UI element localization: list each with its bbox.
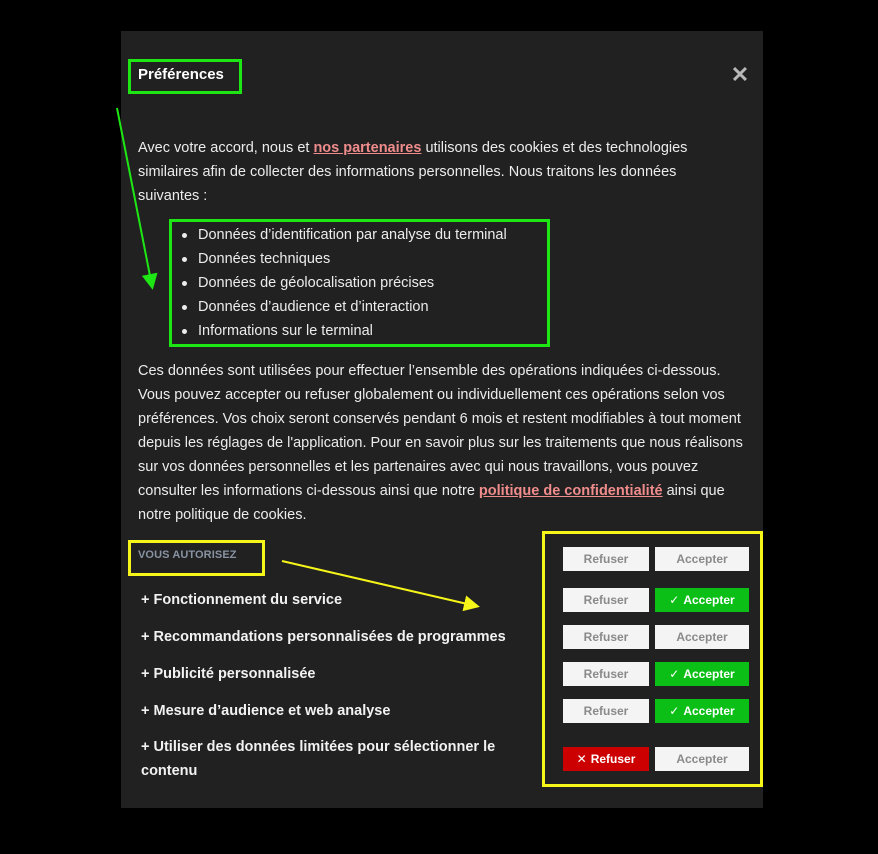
purpose-limited-data-content[interactable]: + Utiliser des données limitées pour sélectionner le contenu bbox=[141, 739, 496, 779]
dialog-title: Préférences bbox=[138, 66, 224, 83]
close-icon[interactable]: ✕ bbox=[730, 62, 750, 87]
accept-label: Accepter bbox=[683, 593, 735, 607]
details-text-after: ainsi que notre politique de cookies. bbox=[138, 483, 725, 523]
list-item: Données d’audience et d’interaction bbox=[180, 295, 540, 319]
intro-text-before: Avec votre accord, nous et bbox=[138, 140, 314, 156]
refuse-label: Refuser bbox=[583, 630, 629, 644]
list-item: Données techniques bbox=[180, 247, 540, 271]
details-text-before: Ces données sont utilisées pour effectuer l’ensemble des opérations indiquées ci-dessous. Vous pouvez accepter ou refuser globalement ou individuellement ces opérations selon vos préférences. Vos choix seront conservés pendant 6 mois et restent modifiables à tout moment depuis les réglages de l'application. Pour en savoir plus sur les traitements que nous réalisons sur vos données personnelles et les partenaires avec qui nous travaillons, vous pouvez consulter les informations ci-dessous ainsi que notre bbox=[138, 363, 743, 499]
refuse-label: Refuser bbox=[590, 752, 636, 766]
refuse-label: Refuser bbox=[583, 593, 629, 607]
list-item: Données d’identification par analyse du terminal bbox=[180, 223, 540, 247]
list-item: Données de géolocalisation précises bbox=[180, 271, 540, 295]
refuse-label: Refuser bbox=[583, 667, 629, 681]
purpose-audience-measurement[interactable]: + Mesure d’audience et web analyse bbox=[141, 703, 391, 719]
purpose-personalized-advertising[interactable]: + Publicité personnalisée bbox=[141, 666, 316, 682]
annotation-arrow-yellow bbox=[282, 561, 476, 606]
accept-label: Accepter bbox=[683, 704, 735, 718]
intro-text-after: utilisons des cookies et des technologies similaires afin de collecter des informations personnelles. Nous traitons les données suivantes : bbox=[138, 140, 688, 204]
accept-all-label: Accepter bbox=[676, 552, 728, 566]
list-item: Informations sur le terminal bbox=[180, 319, 540, 343]
cross-icon: ✕ bbox=[576, 752, 587, 766]
section-label: VOUS AUTORISEZ bbox=[138, 549, 237, 561]
accept-label: Accepter bbox=[676, 752, 728, 766]
accept-label: Accepter bbox=[683, 667, 735, 681]
refuse-label: Refuser bbox=[583, 704, 629, 718]
check-icon: ✓ bbox=[669, 667, 680, 681]
check-icon: ✓ bbox=[669, 593, 680, 607]
accept-label: Accepter bbox=[676, 630, 728, 644]
privacy-policy-link[interactable]: politique de confidentialité bbox=[478, 483, 663, 499]
partners-link[interactable]: nos partenaires bbox=[313, 140, 422, 156]
purpose-personalized-recommendations[interactable]: + Recommandations personnalisées de programmes bbox=[141, 629, 506, 645]
purpose-service-operation[interactable]: + Fonctionnement du service bbox=[141, 592, 343, 608]
check-icon: ✓ bbox=[669, 704, 680, 718]
annotation-arrow-green bbox=[117, 108, 152, 286]
refuse-all-label: Refuser bbox=[583, 552, 629, 566]
